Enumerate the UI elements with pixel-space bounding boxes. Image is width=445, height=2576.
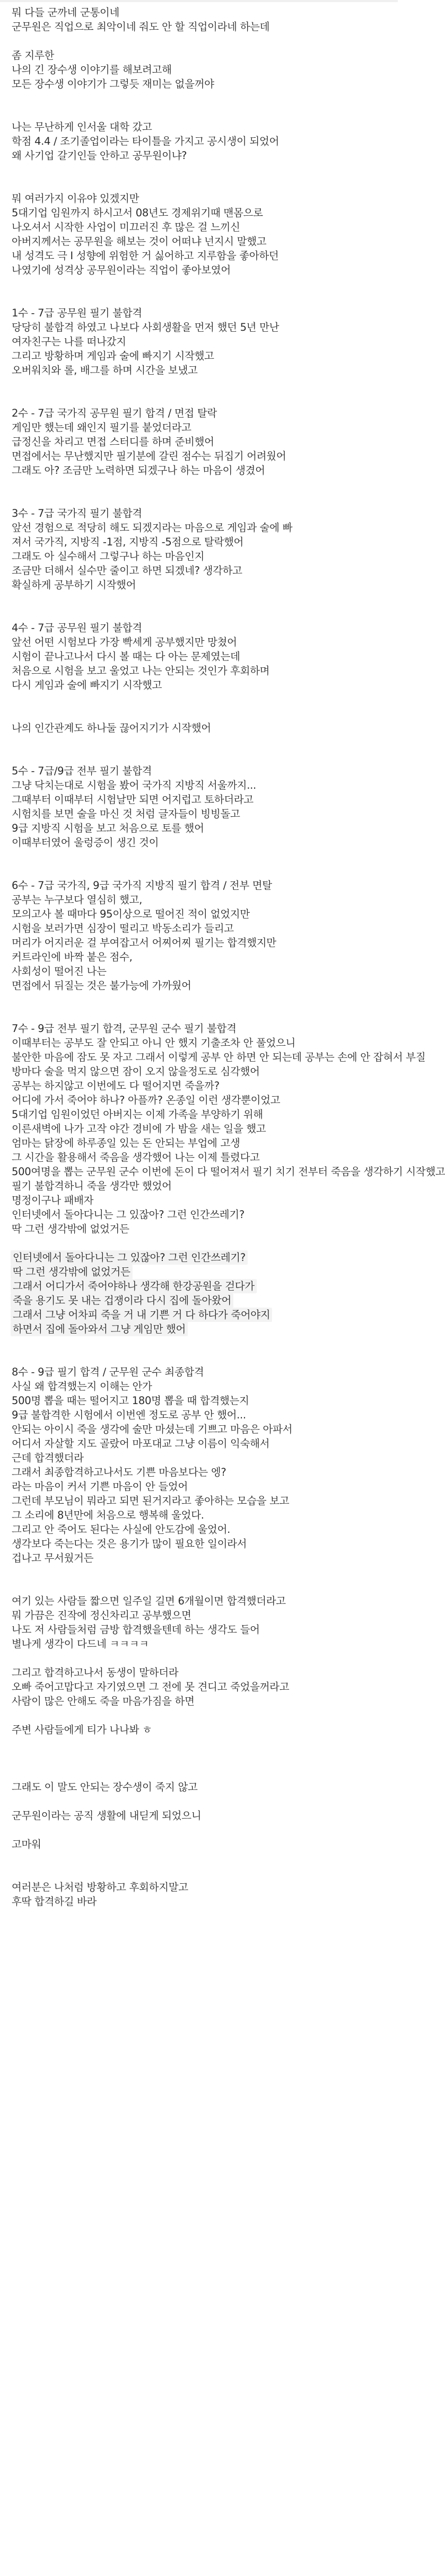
post-line: 모든 장수생 이야기가 그렇듯 재미는 없을꺼야: [12, 78, 214, 90]
post-paragraph: [12, 1723, 385, 1737]
quoted-text-block: 그래서 어디가서 죽어야하나 생각해 한강공원을 걷다가: [11, 1279, 257, 1293]
post-line: [12, 1308, 385, 1322]
quoted-text-block: 하면서 집에 돌아와서 그냥 게임만 했어: [11, 1322, 188, 1336]
post-line: 2수 - 7급 국가직 공무원 필기 합격 / 면접 탈락: [12, 407, 217, 419]
post-line: 이른새벽에 나가 고작 야간 경비에 가 밤을 새는 일을 했고: [12, 1123, 266, 1135]
post-line: 별나게 생각이 다드네 ㅋㅋㅋㅋ: [12, 1638, 149, 1650]
post-line: 여기 있는 사람들 짧으면 일주일 길면 6개월이면 합격했더라고: [12, 1595, 286, 1607]
post-line: 커트라인에 바짝 붙은 점수,: [12, 951, 133, 963]
post-line: 그래도 아 실수해서 그렇구나 하는 마음인지: [12, 550, 205, 562]
post-line: 안되는 아이시 죽을 생각에 술만 마셨는데 기쁘고 마음은 아파서: [12, 1423, 293, 1435]
paragraph-spacer: [12, 735, 385, 764]
paragraph-spacer: [12, 34, 385, 48]
paragraph-spacer: [12, 478, 385, 506]
paragraph-spacer: [12, 850, 385, 878]
post-line: 후딱 합격하길 바라: [12, 1895, 97, 1908]
post-line: 앞선 어떤 시험보다 가장 빡세게 공부했지만 망쳤어: [12, 636, 237, 648]
post-line: 9급 지방직 시험을 보고 처음으로 토를 했어: [12, 822, 204, 834]
post-line: 시험을 보러가면 심장이 떨리고 박동소리가 들리고: [12, 922, 234, 934]
post-line: 좀 지루한: [12, 49, 55, 61]
post-line: 그리고 안 죽어도 된다는 사실에 안도감에 울었어.: [12, 1523, 231, 1536]
post-line: 라는 마음이 커서 기쁜 마음이 안 들었어: [12, 1480, 188, 1493]
post-line: 학점 4.4 / 조기졸업이라는 타이틀을 가지고 공시생이 되었어: [12, 135, 280, 147]
post-paragraph: [12, 1880, 385, 1909]
post-line: 어디서 자살할 지도 골랐어 마포대교 그냥 이름이 익숙해서: [12, 1437, 270, 1450]
post-line: 면접에서 뒤질는 것은 불가능에 가까웠어: [12, 980, 191, 992]
post-line: 군무원은 직업으로 최악이네 줘도 안 할 직업이라네 하는데: [12, 21, 270, 33]
post-paragraph: [12, 306, 385, 377]
post-line: 그 소리에 8년만에 처음으로 행복해 울었다.: [12, 1509, 204, 1521]
post-line: 500명 뽑을 때는 떨어지고 180명 뽑을 때 합격했는지: [12, 1395, 249, 1407]
paragraph-spacer: [12, 163, 385, 191]
post-line: 확실하게 공부하기 시작했어: [12, 579, 136, 591]
post-line: 져서 국가직, 지방직 -1점, 지방직 -5점으로 탈락했어: [12, 536, 244, 548]
post-paragraph: [12, 1021, 445, 1236]
post-paragraph: [12, 721, 385, 735]
quoted-text-block: 죽을 용기도 못 내는 겁쟁이라 다시 집에 돌아왔어: [11, 1293, 233, 1308]
post-line: 게임만 했는데 왜인지 필기를 붙었더라고: [12, 421, 191, 434]
post-line: 그 시간을 활용해서 죽음을 생각했어 나는 이제 틀렸다고: [12, 1151, 260, 1163]
post-line: 고마워: [12, 1838, 41, 1850]
post-line: 나는 무난하게 인서울 대학 갔고: [12, 121, 152, 133]
post-line: 군무원이라는 공직 생활에 내딛게 되었으니: [12, 1810, 202, 1822]
paragraph-spacer: [12, 1823, 385, 1837]
post-line: [12, 1250, 385, 1265]
post-line: 이때부터였어 울렁증이 생긴 것이: [12, 836, 159, 849]
paragraph-spacer: [12, 377, 385, 406]
paragraph-spacer: [12, 1336, 385, 1365]
post-line: 머리가 어지러운 걸 부여잡고서 어찌어찌 필기는 합격했지만: [12, 937, 276, 949]
post-line: 500여명을 뽑는 군무원 군수 이번에 돈이 다 떨어져서 필기 치기 전부터 죽음을 생각하기 시작했고: [12, 1166, 445, 1178]
post-line: 면접에서는 무난했지만 필기분에 갈린 점수는 뒤집기 어려웠어: [12, 450, 286, 462]
post-line: 5수 - 7급/9급 전부 필기 불합격: [12, 765, 152, 777]
post-line: 그리고 합격하고나서 동생이 말하더라: [12, 1666, 179, 1679]
post-line: 사실 왜 합격했는지 이해는 안가: [12, 1380, 152, 1392]
post-line: [12, 1293, 385, 1308]
paragraph-spacer: [12, 1737, 385, 1780]
post-line: 6수 - 7급 국가직, 9급 국가직 지방직 필기 합격 / 전부 면탈: [12, 879, 272, 892]
post-line: 처음으로 시험을 보고 울었고 나는 안되는 것인가 후회하며: [12, 665, 270, 677]
paragraph-spacer: [12, 1851, 385, 1880]
post-line: 필기 불합격하니 죽을 생각만 했었어: [12, 1180, 172, 1192]
post-line: 4수 - 7급 공무원 필기 불합격: [12, 622, 142, 634]
paragraph-spacer: [12, 1236, 385, 1250]
post-line: 어디에 가서 죽어야 하나? 아플까? 온종일 이런 생각뿐이었고: [12, 1094, 281, 1106]
post-line: 나의 긴 장수생 이야기를 해보려고해: [12, 64, 172, 76]
post-line: 뭐 가끔은 진작에 정신차리고 공부했으면: [12, 1609, 191, 1621]
post-paragraph: [12, 191, 385, 277]
post-line: 5대기업 임원까지 하시고서 08년도 경제위기때 맨몸으로: [12, 207, 263, 219]
top-divider: [0, 0, 398, 2]
post-paragraph: [12, 1809, 385, 1823]
post-paragraph: [12, 1594, 385, 1651]
post-line: 조금만 더해서 실수만 줄이고 하면 되겠네? 생각하고: [12, 564, 242, 577]
quoted-text-block: 인터넷에서 돌아다니는 그 있잖아? 그런 인간쓰레기?: [11, 1250, 248, 1265]
paragraph-spacer: [12, 91, 385, 120]
post-paragraph: [12, 48, 385, 91]
post-line: 방마다 술을 먹지 않으면 잠이 오지 않을정도로 심각했어: [12, 1065, 260, 1078]
post-paragraph: [12, 5, 385, 34]
post-line: 여자친구는 나를 떠나갔지: [12, 336, 126, 348]
post-line: 나의 인간관계도 하나둘 끊어지기가 시작했어: [12, 722, 211, 734]
post-line: 명정이구나 패배자: [12, 1194, 94, 1206]
post-paragraph: [12, 1365, 385, 1565]
post-paragraph: [12, 1780, 385, 1794]
post-line: 뭐 다들 군까네 군통이네: [12, 6, 120, 19]
post-line: [12, 1279, 385, 1293]
paragraph-spacer: [12, 1794, 385, 1809]
post-line: 1수 - 7급 공무원 필기 불합격: [12, 307, 142, 319]
post-line: 내 성격도 극 I 성향에 위험한 거 싫어하고 지루함을 좋아하던: [12, 250, 279, 262]
post-line: 딱 그런 생각밖에 없었거든: [12, 1223, 129, 1235]
paragraph-spacer: [12, 592, 385, 621]
post-line: 7수 - 9급 전부 필기 합격, 군무원 군수 필기 불합격: [12, 1022, 237, 1035]
post-line: 엄마는 닭장에 하루종일 있는 돈 안되는 부업에 고생: [12, 1137, 240, 1149]
post-line: 8수 - 9급 필기 합격 / 군무원 군수 최종합격: [12, 1366, 204, 1378]
post-line: [12, 1265, 385, 1279]
post-line: 오빠 죽어고맙다고 자기였으면 그 전에 못 견디고 죽었을꺼라고: [12, 1681, 290, 1693]
post-line: 급정신을 차리고 면접 스터디를 하며 준비했어: [12, 436, 214, 448]
post-line: 이때부터는 공부도 잘 안되고 아니 안 했지 기출조차 안 풀었으니: [12, 1037, 296, 1049]
post-line: 당당히 불합격 하였고 나보다 사회생활을 먼저 했던 5년 만난: [12, 321, 280, 333]
quoted-text-block: 그래서 그냥 어차피 죽을 거 내 기쁜 거 다 하다가 죽어야지: [11, 1308, 272, 1322]
post-line: 시험치를 보면 술을 마신 것 처럼 글자들이 빙빙돌고: [12, 808, 240, 820]
post-line: 그때부터 이때부터 시험날만 되면 어지럽고 토하더라고: [12, 793, 254, 806]
post-line: 뭐 여러가지 이유야 있겠지만: [12, 192, 139, 205]
post-line: 시험이 끝나고나서 다시 볼 때는 다 아는 문제였는데: [12, 650, 240, 663]
post-line: 그리고 방황하며 게임과 술에 빠지기 시작했고: [12, 350, 214, 362]
post-paragraph: [12, 120, 385, 163]
paragraph-spacer: [12, 277, 385, 306]
post-line: 모의고사 볼 때마다 95이상으로 떨어진 적이 없었지만: [12, 908, 250, 920]
post-line: 주변 사람들에게 티가 나나봐 ㅎ: [12, 1724, 152, 1736]
post-line: 인터넷에서 돌아다니는 그 있잖아? 그런 인간쓰레기?: [12, 1208, 245, 1221]
paragraph-spacer: [12, 1708, 385, 1723]
post-paragraph: [12, 621, 385, 692]
quoted-text-block: 딱 그런 생각밖에 없었거든: [11, 1265, 133, 1279]
post-paragraph: [12, 1250, 385, 1336]
post-line: 나였기에 성격상 공무원이라는 직업이 좋아보였어: [12, 264, 231, 276]
post-line: 나오셔서 시작한 사업이 미끄러진 후 많은 걸 느끼신: [12, 221, 240, 233]
post-line: 여러분은 나처럼 방황하고 후회하지말고: [12, 1881, 188, 1893]
post-paragraph: [12, 506, 385, 592]
post-line: 그런데 부모님이 뭐라고 되면 된거지라고 좋아하는 모습을 보고: [12, 1495, 290, 1507]
paragraph-spacer: [12, 993, 385, 1021]
post-line: 공부는 하지않고 이번에도 다 떨어지면 죽을까?: [12, 1080, 220, 1092]
post-line: 앞선 경험으로 적당히 해도 되겠지라는 마음으로 게임과 술에 빠: [12, 522, 293, 534]
post-content: [12, 0, 445, 1909]
post-paragraph: [12, 1665, 385, 1708]
post-line: 그래도 이 말도 안되는 장수생이 죽지 않고: [12, 1781, 198, 1793]
post-line: 사람이 많은 안해도 죽을 마음가짐을 하면: [12, 1695, 195, 1707]
paragraph-spacer: [12, 692, 385, 721]
post-line: 공부는 누구보다 열심히 했고,: [12, 894, 143, 906]
post-line: 아버지께서는 공무원을 해보는 것이 어떠냐 넌지시 말했고: [12, 235, 267, 248]
post-line: 근데 합격했더라: [12, 1452, 84, 1464]
post-line: 불안한 마음에 잠도 못 자고 그래서 이렇게 공부 안 하면 안 되는데 공부는 손에 안 잡혀서 부질: [12, 1051, 426, 1063]
post-line: 오버워치와 롤, 배그를 하며 시간을 보냈고: [12, 364, 198, 376]
paragraph-spacer: [12, 1651, 385, 1665]
post-line: 3수 - 7급 국가직 필기 불합격: [12, 507, 142, 519]
post-line: [12, 1322, 385, 1336]
post-line: 그래서 최종합격하고나서도 기쁜 마음보다는 엥?: [12, 1466, 226, 1478]
post-line: 사회성이 떨어진 나는: [12, 965, 107, 977]
post-line: 그래도 아? 조금만 노력하면 되겠구나 하는 마음이 생겼어: [12, 464, 265, 477]
post-paragraph: [12, 764, 385, 850]
post-paragraph: [12, 878, 385, 993]
post-line: 나도 저 사람들처럼 금방 합격했을텐데 하는 생각도 들어: [12, 1624, 260, 1636]
post-line: 왜 사기업 갈기인들 안하고 공무원이냐?: [12, 149, 187, 162]
post-line: 9급 불합격한 시험에서 이번엔 정도로 공부 안 했어...: [12, 1409, 246, 1421]
post-paragraph: [12, 1837, 385, 1851]
post-line: 겁나고 무서웠거든: [12, 1552, 94, 1564]
post-line: 5대기업 임원이었던 아버지는 이제 가족을 부양하기 위해: [12, 1108, 263, 1121]
post-line: 그냥 닥치는대로 시험을 봤어 국가직 지방직 서울까지...: [12, 779, 256, 791]
post-paragraph: [12, 406, 385, 478]
post-line: 다시 게임과 술에 빠지기 시작했고: [12, 679, 162, 691]
paragraph-spacer: [12, 1565, 385, 1594]
post-line: 생각보다 죽는다는 것은 용기가 많이 필요한 일이라서: [12, 1538, 247, 1550]
